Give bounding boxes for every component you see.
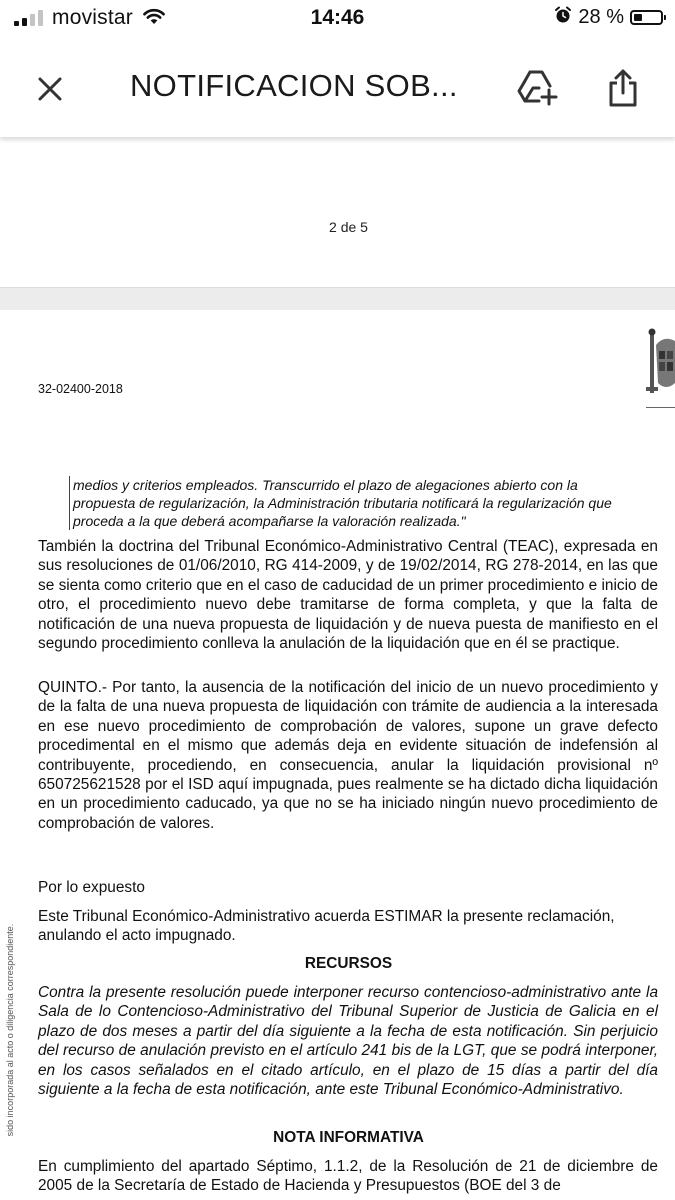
paragraph-quinto: QUINTO.- Por tanto, la ausencia de la notificación del inicio de un nuevo procedimiento y de la falta de una nueva propuesta de liquidación con trámite de audiencia a la interesada en ese nuevo procedimiento de comprobación de valores, supone un grave defecto procedimental en el mismo que además deja en evidente situación de indefensión al contribuyente, procediendo, en consecuencia, anular la liquidación provisional nº 650725621528 por el ISD aquí impugnada, pues realmente se ha dictado dicha liquidación en un procedimiento caducado, ya que no se ha iniciado ningún nuevo procedimiento de comprobación de valores. xyxy=(38,679,658,832)
resolution-text: Este Tribunal Económico-Administrativo acuerda ESTIMAR la presente reclamación, anulando el acto impugnado. xyxy=(38,908,615,945)
close-icon xyxy=(36,75,64,103)
document-title: NOTIFICACION SOB... xyxy=(130,68,458,103)
legal-quote xyxy=(69,476,666,530)
paragraph-teac-doctrine: También la doctrina del Tribunal Económico-Administrativo Central (TEAC), expresada en sus resoluciones de 01/06/2010, RG 414-2009, y de 19/02/2014, RG 278-2014, en las que se sienta como criterio que en el caso de caducidad de un primer procedimiento e inicio de otro, el procedimiento nuevo debe tramitarse de forma completa, y que la falta de notificación de una nueva propuesta de liquidación y de nueva puesta de manifiesto en el segundo procedimiento conlleva la anulación de la liquidación que en él se practique. xyxy=(38,538,658,653)
share-icon xyxy=(607,68,639,108)
heading-recursos: RECURSOS xyxy=(304,955,393,972)
status-bar xyxy=(0,0,675,40)
reference-number: 32-02400-2018 xyxy=(38,382,123,396)
coat-of-arms-icon xyxy=(644,327,675,407)
share-button[interactable] xyxy=(600,63,646,113)
status-bar-right xyxy=(554,6,663,29)
document-viewer[interactable] xyxy=(0,137,675,1200)
carrier-name: movistar xyxy=(52,6,133,29)
recursos-text: Contra la presente resolución puede interponer recurso contencioso-administrativo ante la Sala de lo Contencioso-Administrativo del Tribunal Superior de Justicia de Galicia en el plazo de dos meses a partir del día siguiente a la fecha de esta notificación. Sin perjuicio del recurso de anulación previsto en el artículo 241 bis de la LGT, que se podrá interponer, en los casos señalados en el citado artículo, en el plazo de 15 días a partir del día siguiente a la fecha de esta notificación, ante este Tribunal Económico-Administrativo. xyxy=(38,984,658,1099)
heading-nota-informativa: NOTA INFORMATIVA xyxy=(273,1129,424,1146)
close-button[interactable] xyxy=(28,67,72,111)
page-separator xyxy=(0,287,675,311)
alarm-icon xyxy=(554,6,572,29)
viewer-header xyxy=(0,40,675,137)
add-to-drive-button[interactable] xyxy=(515,63,561,113)
por-lo-expuesto: Por lo expuesto xyxy=(38,879,145,896)
header-rule xyxy=(646,407,675,408)
battery-percentage: 28 % xyxy=(578,6,624,28)
margin-note: sido incorporada al acto o diligencia correspondiente. xyxy=(5,923,15,1137)
nota-informativa-text: En cumplimiento del apartado Séptimo, 1.1.2, de la Resolución de 21 de diciembre de 2005 de la Secretaría de Estado de Hacienda y Presupuestos (BOE del 3 de xyxy=(38,1158,658,1195)
clock: 14:46 xyxy=(310,6,365,29)
quote-line: proceda a la que deberá acompañarse la valoración realizada." xyxy=(73,513,466,529)
document-page xyxy=(0,310,675,1200)
battery-icon xyxy=(630,10,663,25)
page-indicator: 2 de 5 xyxy=(329,219,368,235)
quote-line: medios y criterios empleados. Transcurrido el plazo de alegaciones abierto con la xyxy=(73,477,578,493)
add-to-drive-icon xyxy=(517,69,559,107)
quote-line: propuesta de regularización, la Administración tributaria notificará la regularización que xyxy=(73,495,612,511)
